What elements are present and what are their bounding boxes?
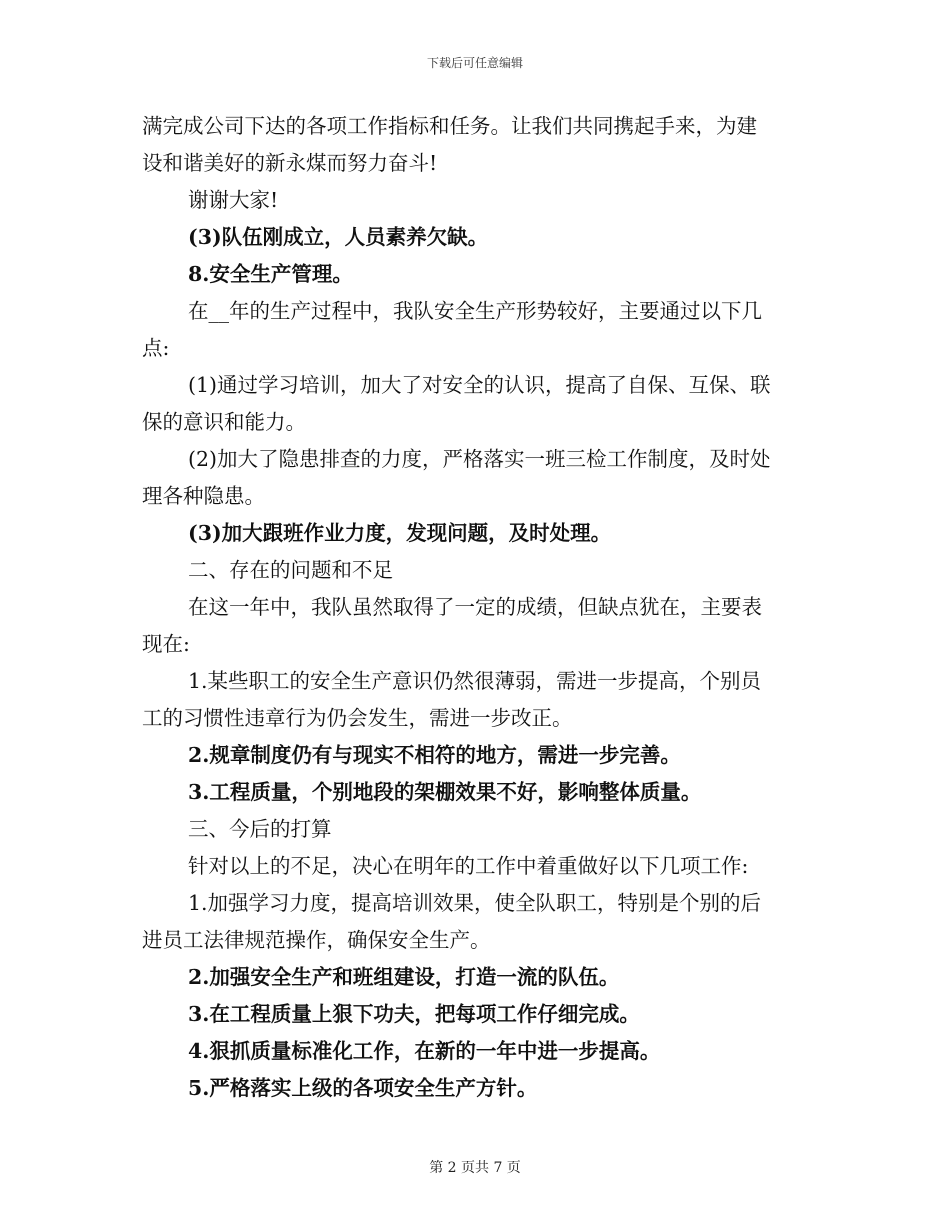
text-line: 谢谢大家! (188, 188, 279, 212)
text-line: 1.某些职工的安全生产意识仍然很薄弱，需进一步提高，个别员 (188, 669, 762, 693)
text-line: 工的习惯性违章行为仍会发生，需进一步改正。 (142, 706, 573, 730)
text-line: 4.狠抓质量标准化工作，在新的一年中进一步提高。 (188, 1039, 661, 1063)
text-line: 在这一年中，我队虽然取得了一定的成绩，但缺点犹在，主要表 (188, 595, 762, 619)
text-line: 进员工法律规范操作，确保安全生产。 (142, 928, 491, 952)
text-line: 8.安全生产管理。 (188, 262, 353, 286)
text-line: (2)加大了隐患排查的力度，严格落实一班三检工作制度，及时处 (188, 447, 771, 471)
text-line: 5.严格落实上级的各项安全生产方针。 (188, 1076, 538, 1100)
page-footer: 第 2 页共 7 页 (429, 1160, 521, 1176)
text-line: 2.加强安全生产和班组建设，打造一流的队伍。 (188, 965, 620, 989)
text-line: 1.加强学习力度，提高培训效果，使全队职工，特别是个别的后 (188, 891, 762, 915)
text-line: 理各种隐患。 (142, 484, 265, 508)
text-line: 在__年的生产过程中，我队安全生产形势较好，主要通过以下几 (188, 299, 762, 323)
text-line: (1)通过学习培训，加大了对安全的认识，提高了自保、互保、联 (188, 373, 771, 397)
page-header: 下载后可任意编辑 (426, 56, 523, 70)
text-line: 针对以上的不足，决心在明年的工作中着重做好以下几项工作: (188, 854, 749, 878)
text-line: 设和谐美好的新永煤而努力奋斗! (142, 151, 438, 175)
text-line: (3)队伍刚成立，人员素养欠缺。 (188, 225, 489, 249)
text-line: 3.在工程质量上狠下功夫，把每项工作仔细完成。 (188, 1002, 640, 1026)
text-line: 三、今后的打算 (188, 817, 332, 841)
text-line: 3.工程质量，个别地段的架棚效果不好，影响整体质量。 (188, 780, 702, 804)
text-line: 保的意识和能力。 (142, 410, 306, 434)
text-line: 点: (142, 336, 170, 360)
text-line: 2.规章制度仍有与现实不相符的地方，需进一步完善。 (188, 743, 681, 767)
text-line: 现在: (142, 632, 190, 656)
text-line: 二、存在的问题和不足 (188, 558, 393, 582)
text-line: 满完成公司下达的各项工作指标和任务。让我们共同携起手来，为建 (142, 114, 757, 138)
text-line: (3)加大跟班作业力度，发现问题，及时处理。 (188, 521, 612, 545)
document-body (142, 108, 802, 1107)
